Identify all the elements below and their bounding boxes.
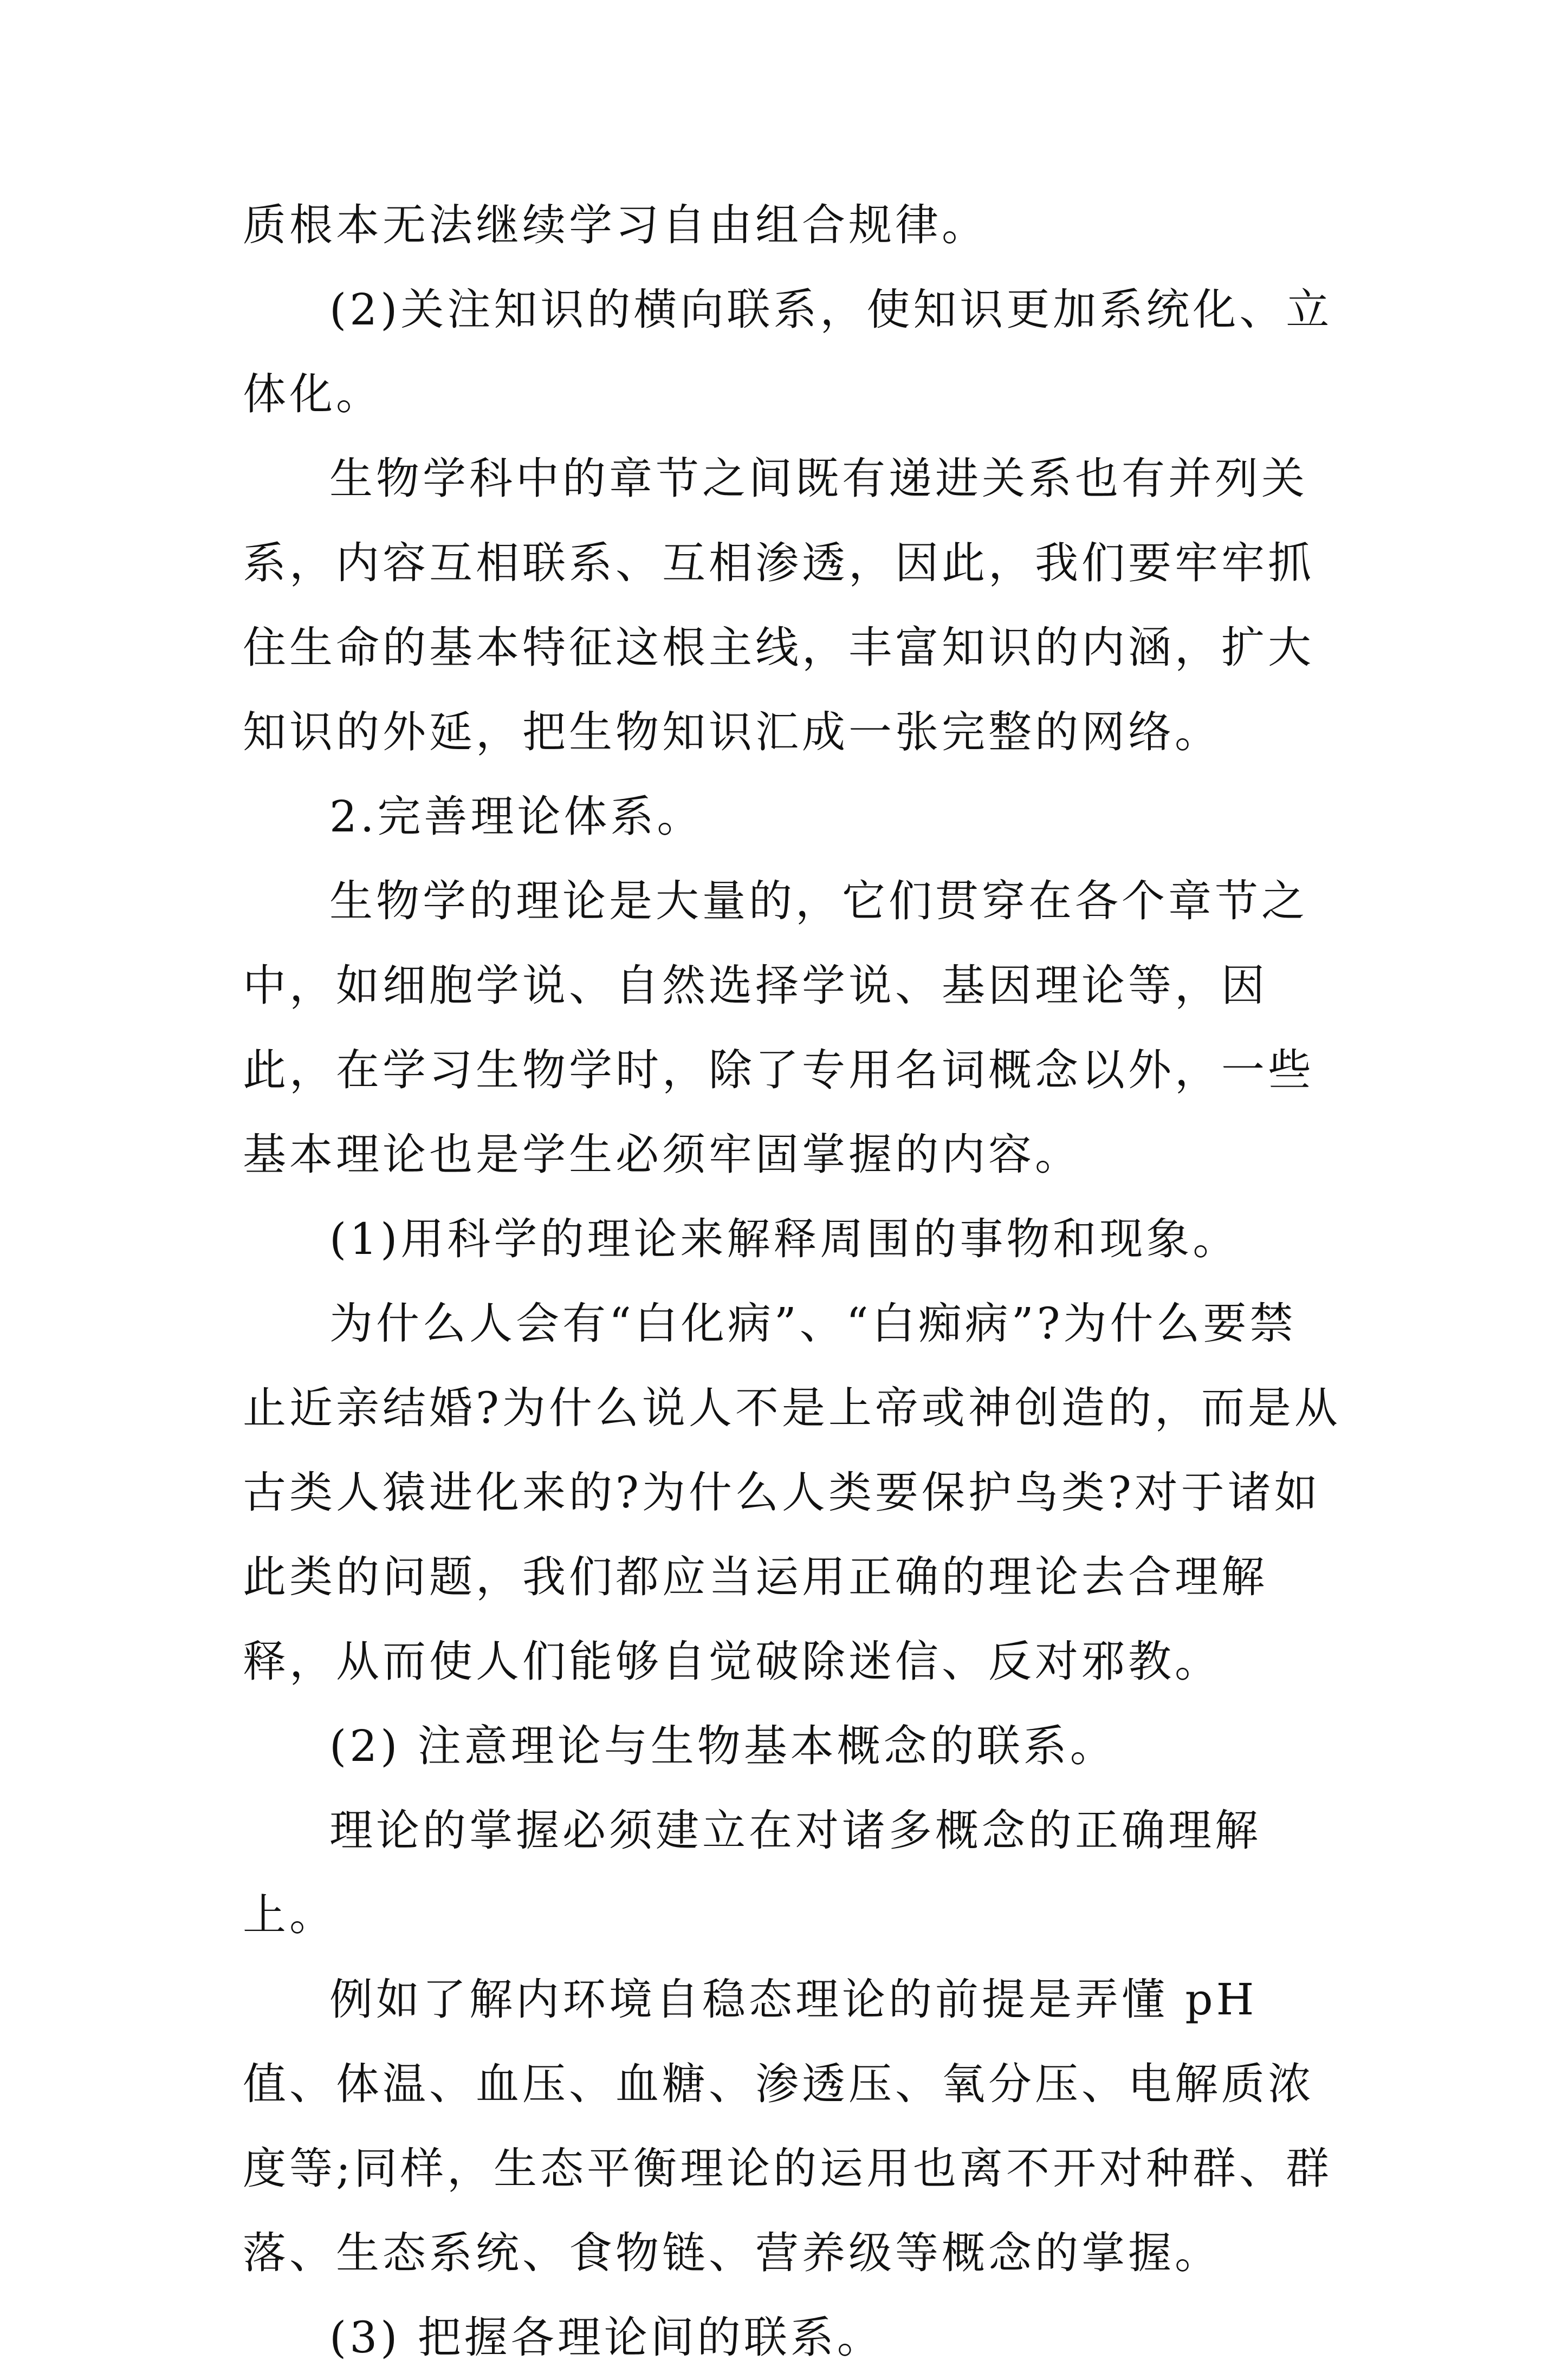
paragraph-questions: 为什么人会有“白化病”、“白痴病”?为什么要禁止近亲结婚?为什么说人不是上帝或神创造的，而是从古类人猿进化来的?为什么人类要保护鸟类?对于诸如此类的问题，我们都应当运用正确的理论去合理解释，从而使人们能够自觉破除迷信、反对邪教。 (243, 1298, 1341, 1687)
paragraph-biology-theories: 生物学的理论是大量的，它们贯穿在各个章节之中，如细胞学说、自然选择学说、基因理论等，因此，在学习生物学时，除了专用名词概念以外，一些基本理论也是学生必须牢固掌握的内容。 (243, 876, 1314, 1180)
paragraph-homeostasis-example: 例如了解内环境自稳态理论的前提是弄懂 pH 值、体温、血压、血糖、渗透压、氧分压、电解质浓度等;同样，生态平衡理论的运用也离不开对种群、群落、生态系统、食物链、营养级等概念的掌握。 (243, 1974, 1332, 2278)
paragraph-heading-theory-concepts: (2) 注意理论与生物基本概念的联系。 (329, 1721, 1117, 1771)
paragraph-continuation: 质根本无法继续学习自由组合规律。 (243, 200, 988, 250)
paragraph-heading-theory-system: 2.完善理论体系。 (329, 791, 704, 842)
paragraph-heading-explain-phenomena: (1)用科学的理论来解释周围的事物和现象。 (329, 1214, 1240, 1264)
document-body (243, 183, 1343, 2380)
paragraph-heading-horizontal-links: (2)关注知识的横向联系，使知识更加系统化、立体化。 (243, 284, 1333, 419)
paragraph-theory-understanding: 理论的掌握必须建立在对诸多概念的正确理解上。 (243, 1805, 1261, 1940)
paragraph-heading-theory-links: (3) 把握各理论间的联系。 (329, 2312, 884, 2363)
paragraph-chapter-relations: 生物学科中的章节之间既有递进关系也有并列关系，内容互相联系、互相渗透，因此，我们要牢牢抓住生命的基本特征这根主线，丰富知识的内涵，扩大知识的外延，把生物知识汇成一张完整的网络。 (243, 453, 1314, 757)
